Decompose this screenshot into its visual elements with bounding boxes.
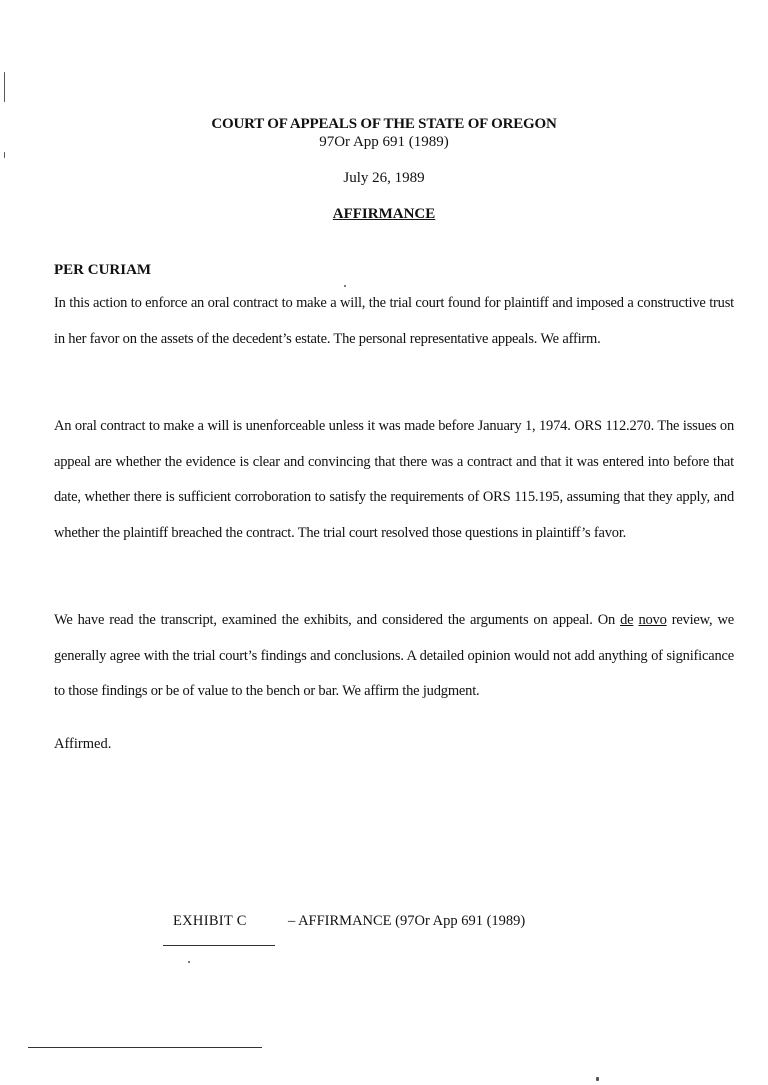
paragraph-3-text-end: review, we generally agree with the trial court’s findings and conclusions. A detailed opinion would not add anything of significance to those findings or be of value to the bench or bar. We affirm the judgment. (54, 612, 734, 699)
case-citation: 97Or App 691 (1989) (319, 134, 449, 150)
court-name: COURT OF APPEALS OF THE STATE OF OREGON (211, 116, 557, 132)
de-term: de (620, 612, 634, 628)
closing-disposition: Affirmed. (54, 736, 112, 752)
opinion-paragraph-1: In this action to enforce an oral contract to make a will, the trial court found for plaintiff and imposed a constructive trust in her favor on the assets of the decedent’s estate. The personal representative appeals. We affirm. (54, 295, 734, 347)
paragraph-3-text-start: We have read the transcript, examined the exhibits, and considered the arguments on appeal. On (54, 612, 621, 628)
novo-term: novo (638, 612, 667, 628)
per-curiam-heading: PER CURIAM (54, 262, 152, 278)
scan-mark (4, 152, 5, 158)
scan-speck (344, 285, 346, 287)
bottom-rule (28, 1047, 262, 1048)
exhibit-description: – AFFIRMANCE (97Or App 691 (1989) (288, 913, 526, 929)
signature-line (163, 945, 275, 946)
exhibit-label: EXHIBIT C (173, 913, 247, 929)
opinion-paragraph-2: An oral contract to make a will is unenforceable unless it was made before January 1, 1974. ORS 112.270. The issues on appeal are whether the evidence is clear and convincing that there was a contract and that it was entered into before that date, whether there is sufficient corroboration to satisfy the requirements of ORS 115.195, assuming that they apply, and whether the plaintiff breached the contract. The trial court resolved those questions in plaintiff’s favor. (54, 418, 734, 541)
scan-speck (596, 1077, 599, 1081)
scan-mark (4, 72, 5, 102)
decision-date: July 26, 1989 (343, 170, 425, 186)
scan-speck (188, 961, 190, 963)
opinion-paragraph-3 (54, 603, 734, 710)
document-title: AFFIRMANCE (332, 206, 436, 222)
